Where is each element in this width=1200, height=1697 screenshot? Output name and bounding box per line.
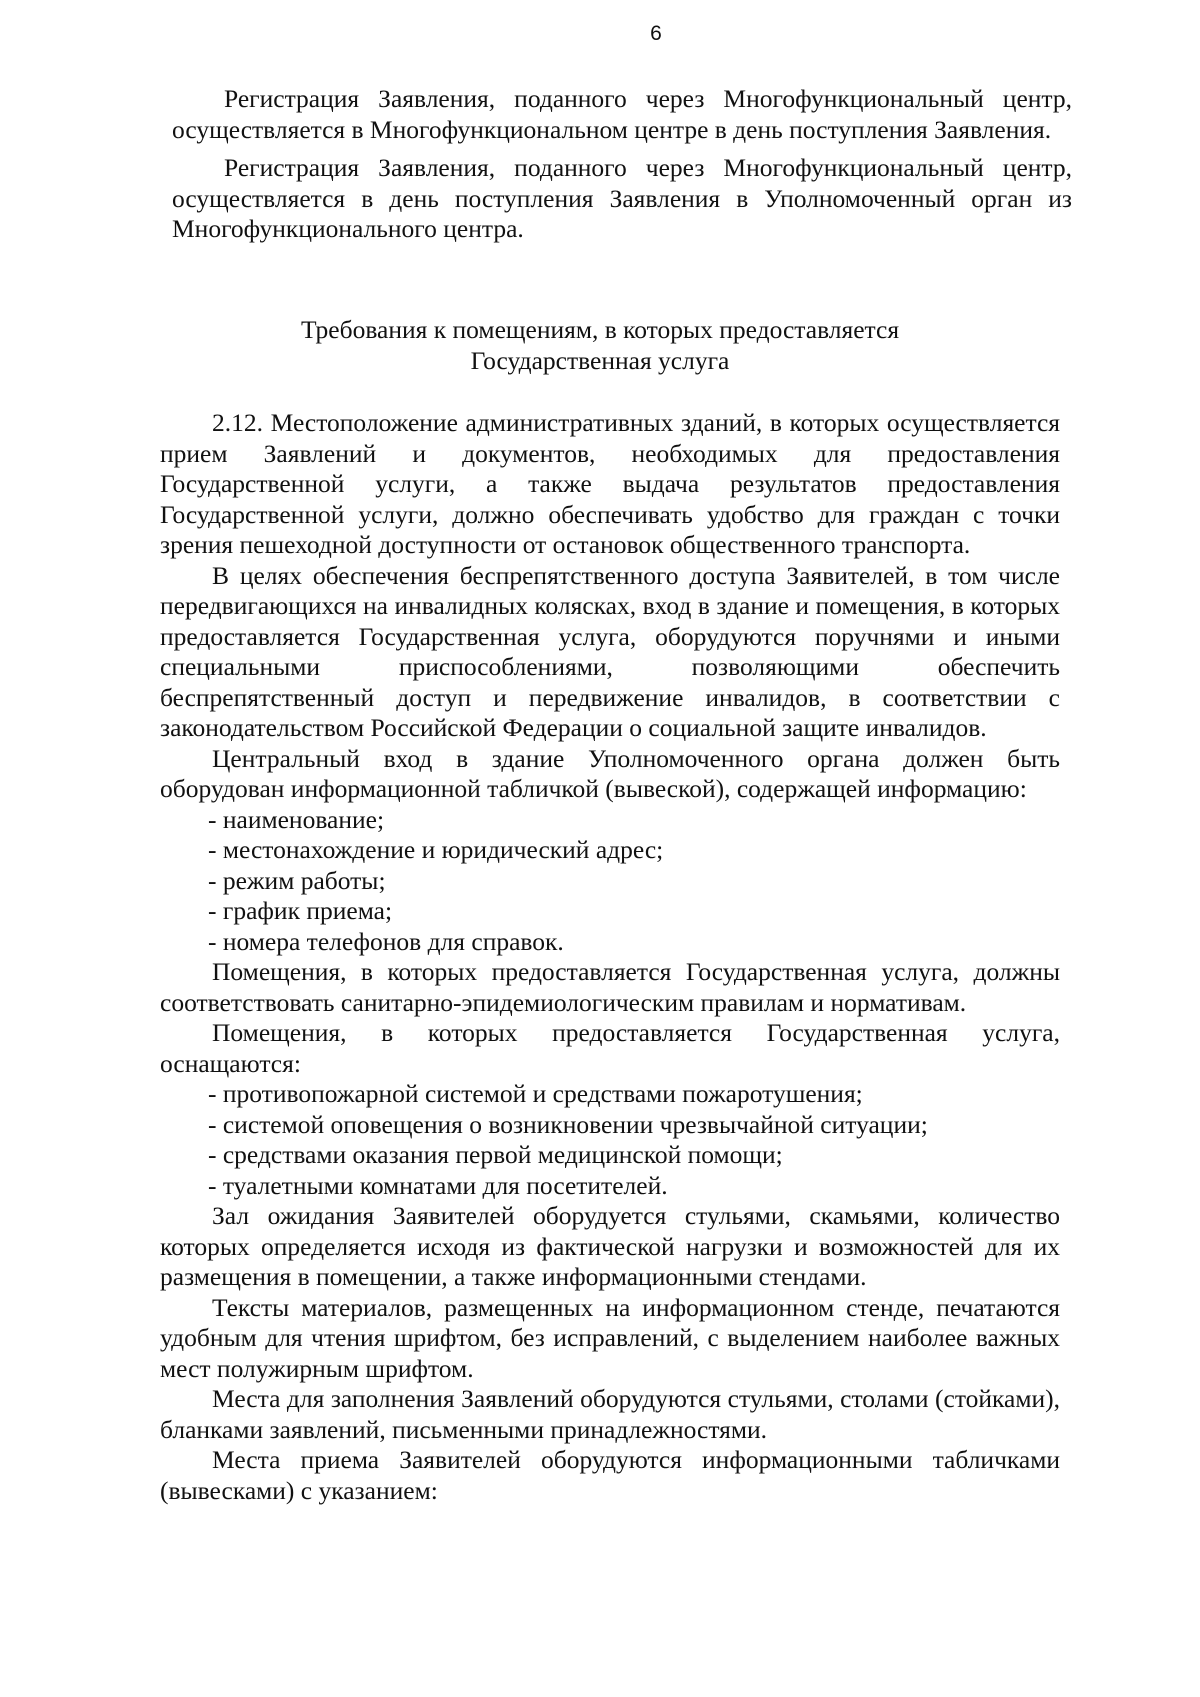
list-item: - график приема;	[208, 896, 393, 925]
paragraph-equipment: Помещения, в которых предоставляется Государственная услуга, оснащаются:	[160, 1018, 1060, 1078]
list-item: - наименование;	[208, 804, 385, 834]
paragraph-reception-places: Места приема Заявителей оборудуются информационными табличками (вывесками) с указанием:	[160, 1445, 1060, 1505]
list-item: - режим работы;	[208, 865, 386, 895]
intro-paragraph: Регистрация Заявления, поданного через Многофункциональный центр, осуществляется в день поступления Заявления в Уполномоченный орган из Многофункционального центра.	[172, 153, 1072, 243]
page-number: 6	[650, 22, 662, 45]
list-item: - местонахождение и юридический адрес;	[208, 835, 664, 864]
intro-paragraph: Регистрация Заявления, поданного через Многофункциональный центр, осуществляется в Многофункциональном центре в день поступления Заявления.	[172, 84, 1072, 144]
section-heading-line-1: Требования к помещениям, в которых предоставляется	[300, 315, 900, 344]
paragraph-waiting-hall: Зал ожидания Заявителей оборудуется стульями, скамьями, количество которых определяется исходя из фактической нагрузки и возможностей для их размещения в помещении, а также информационными стендами.	[160, 1201, 1060, 1291]
section-heading	[0, 314, 1200, 376]
paragraph-location: 2.12. Местоположение административных зданий, в которых осуществляется прием Заявлений и документов, необходимых для предоставления Государственной услуги, а также выдача результатов предоставления Государственной услуги, должно обеспечивать удобство для граждан с точки зрения пешеходной доступности от остановок общественного транспорта.	[160, 408, 1060, 559]
paragraph-accessibility: В целях обеспечения беспрепятственного доступа Заявителей, в том числе передвигающихся на инвалидных колясках, вход в здание и помещения, в которых предоставляется Государственная услуга, оборудуются поручнями и иными специальными приспособлениями, позволяющими обеспечить беспрепятственный доступ и передвижение инвалидов, в соответствии с законодательством Российской Федерации о социальной защите инвалидов.	[160, 560, 1060, 742]
paragraph-filling-places: Места для заполнения Заявлений оборудуются стульями, столами (стойками), бланками заявлений, письменными принадлежностями.	[160, 1384, 1060, 1444]
list-item: - системой оповещения о возникновении чрезвычайной ситуации;	[208, 1109, 928, 1139]
list-item: - номера телефонов для справок.	[208, 926, 564, 956]
paragraph-stand-texts: Тексты материалов, размещенных на информационном стенде, печатаются удобным для чтения шрифтом, без исправлений, с выделением наиболее важных мест полужирным шрифтом.	[160, 1292, 1060, 1383]
paragraph-sanitary: Помещения, в которых предоставляется Государственная услуга, должны соответствовать санитарно-эпидемиологическим правилам и нормативам.	[160, 957, 1060, 1017]
body-block	[160, 408, 1060, 1506]
paragraph-central-entrance: Центральный вход в здание Уполномоченного органа должен быть оборудован информационной табличкой (вывеской), содержащей информацию:	[160, 743, 1060, 803]
list-item: - средствами оказания первой медицинской помощи;	[208, 1140, 783, 1169]
section-heading-line-2: Государственная услуга	[470, 346, 730, 375]
intro-block	[172, 84, 1072, 245]
list-item: - туалетными комнатами для посетителей.	[208, 1170, 668, 1200]
list-item: - противопожарной системой и средствами пожаротушения;	[208, 1079, 863, 1108]
